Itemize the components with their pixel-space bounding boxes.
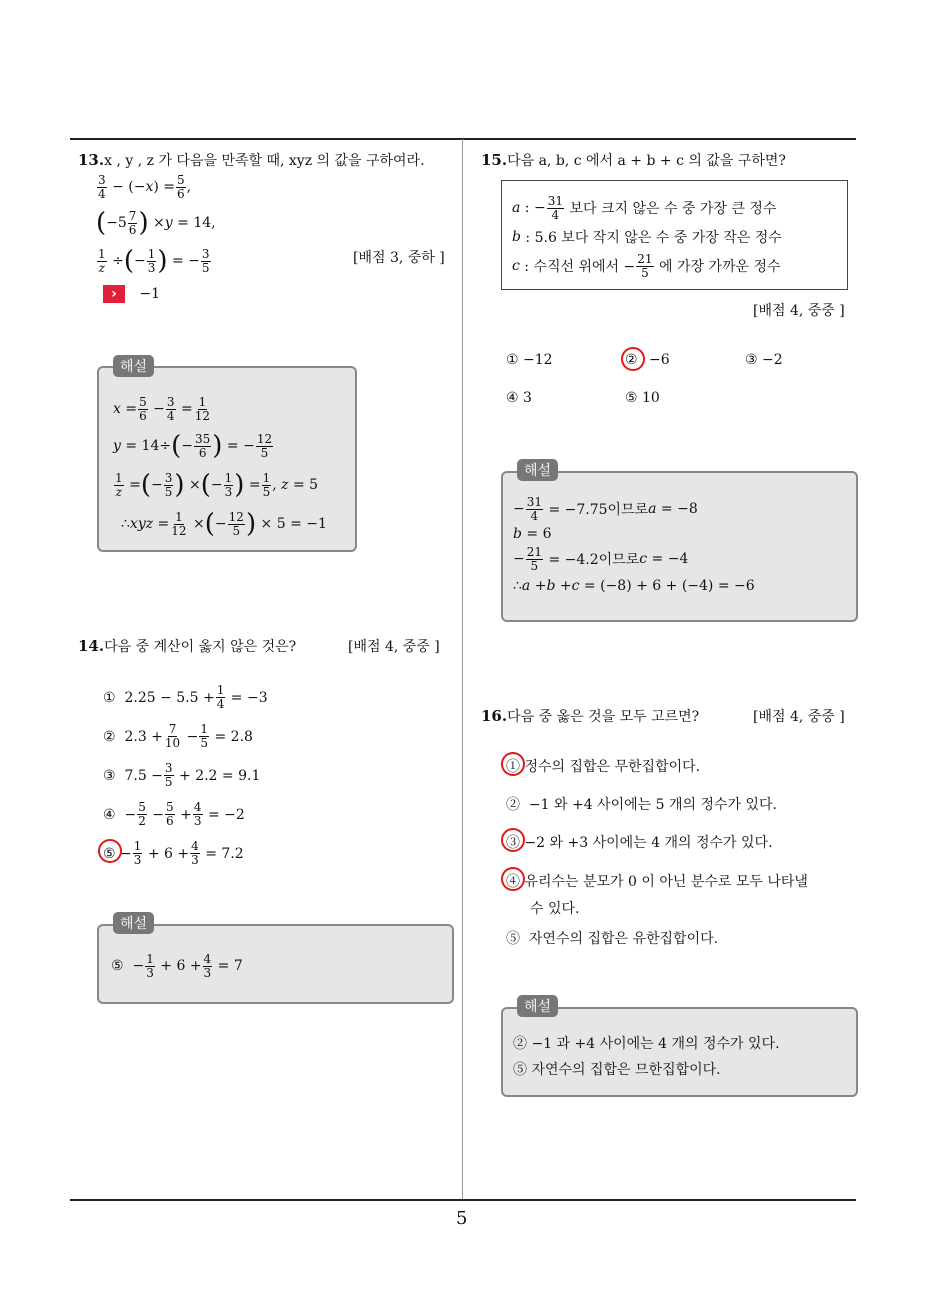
q14-header: [78, 636, 296, 656]
q15-explanation-box: − $\frac{31}{4}$ = −7.75이므로 a = −8 b = 6 − $\frac{21}{5}$ = −4.2이므로 c = −4 ∴ a + b + c = (−8) + 6 + (−4) = −6: [501, 471, 858, 622]
q13-explanation-box: x = $\frac{5}{6}$ − $\frac{3}{4}$ = $\frac{1}{12}$ y = 14÷ ( − $\frac{35}{6}$ ) = − $\frac{12}{5}$ $\frac{1}{z}$ = ( − $\frac{3}{5}$ ) × ( − $\frac{1}{3}$ ) = $\frac{1}{5}$ , z = 5 ∴ xyz = $\frac{1}{12}$ × ( − $\frac{12}{5}$ ) × 5 = −1: [97, 366, 357, 552]
q13-score: [배점 3, 중하 ]: [353, 250, 445, 266]
q15-header: [481, 150, 786, 170]
q14-stem: 다음 중 계산이 옳지 않은 것은?: [104, 639, 297, 655]
q15-score: [배점 4, 중중 ]: [753, 303, 845, 319]
q13-number: 13.: [78, 151, 105, 169]
q14-option-mark: ④: [103, 806, 116, 823]
q14-option-mark: ②: [103, 728, 116, 745]
page-number: 5: [456, 1208, 468, 1229]
q15-definition-box: a : − $\frac{31}{4}$ 보다 크지 않은 수 중 가장 큰 정수 b : 5.6 보다 작지 않은 수 중 가장 작은 정수 c : 수직선 위에서 − $\frac{21}{5}$ 에 가장 가까운 정수: [501, 180, 848, 290]
q13-answer-row: [103, 285, 160, 303]
q15-option-5: ⑤ 10: [625, 390, 660, 406]
q16-explain-line: ② −1 과 +4 사이에는 4 개의 정수가 있다.: [513, 1036, 780, 1052]
q14-number: 14.: [78, 637, 105, 655]
q13-header: [78, 150, 425, 170]
q16-option: ③ −2 와 +3 사이에는 4 개의 정수가 있다.: [506, 835, 773, 851]
q16-option: ⑤ 자연수의 집합은 유한집합이다.: [506, 931, 719, 947]
q13-conditions: $\frac{3}{4}$ − (− x ) = $\frac{5}{6}$ , ( −5 $\frac{7}{6}$ ) × y = 14, $\frac{1}{z}$ ÷ ( − $\frac{1}{3}$ ) = − $\frac{3}{5}$: [96, 172, 216, 276]
q14-option-mark: ①: [103, 689, 116, 706]
q16-option: ② −1 와 +4 사이에는 5 개의 정수가 있다.: [506, 797, 777, 813]
answer-arrow-icon: ›: [103, 285, 125, 303]
q16-option: ④ 유리수는 분모가 0 이 아닌 분수로 모두 나타낼: [506, 874, 808, 890]
q16-explain-line: ⑤ 자연수의 집합은 므한집합이다.: [513, 1062, 721, 1078]
q16-header: [481, 706, 699, 726]
q16-stem: 다음 중 옳은 것을 모두 고르면?: [507, 709, 700, 725]
q16-explain-tag: 해설: [517, 995, 558, 1017]
q15-explain-tag: 해설: [517, 459, 558, 481]
column-divider: [462, 139, 463, 1200]
q15-option-1: ① −12: [506, 352, 553, 368]
q14-options: ① 2.25 − 5.5 + $\frac{1}{4}$ = −3 ② 2.3 + $\frac{7}{10}$ − $\frac{1}{5}$ = 2.8 ③ 7.5 − $\frac{3}{5}$ + 2.2 = 9.1 ④ − $\frac{5}{2}$ − $\frac{5}{6}$ + $\frac{4}{3}$ = −2 ⑤ − $\frac{1}{3}$ + 6 + $\frac{4}{3}$ = 7.2: [103, 683, 268, 867]
q15-number: 15.: [481, 151, 508, 169]
answer-circle-mark: [621, 347, 645, 371]
bottom-rule: [70, 1199, 856, 1201]
q16-option: ① 정수의 집합은 무한집합이다.: [506, 759, 701, 775]
q15-stem: 다음 a, b, c 에서 a + b + c 의 값을 구하면?: [507, 153, 786, 169]
q16-explanation-box: [501, 1007, 858, 1097]
q16-option-continued: 수 있다.: [530, 901, 580, 917]
answer-circle-mark: [98, 839, 122, 863]
q15-option-2-value: −6: [649, 352, 670, 368]
answer-circle-mark: [501, 752, 525, 776]
q15-option-4: ④ 3: [506, 390, 532, 406]
q14-option-mark: ⑤: [103, 845, 116, 862]
q14-score: [배점 4, 중중 ]: [348, 639, 440, 655]
q15-option-2-mark: ②: [625, 352, 638, 368]
q15-option-3: ③ −2: [745, 352, 783, 368]
q16-number: 16.: [481, 707, 508, 725]
answer-circle-mark: [501, 828, 525, 852]
q14-option-mark: ③: [103, 767, 116, 784]
q13-stem: x , y , z 가 다음을 만족할 때, xyz 의 값을 구하여라.: [104, 153, 425, 169]
q13-answer: −1: [139, 286, 161, 302]
q14-explain-tag: 해설: [113, 912, 154, 934]
answer-circle-mark: [501, 867, 525, 891]
top-rule: [70, 138, 856, 140]
q14-explanation-box: ⑤ − $\frac{1}{3}$ + 6 + $\frac{4}{3}$ = 7: [97, 924, 454, 1004]
q16-score: [배점 4, 중중 ]: [753, 709, 845, 725]
q13-explain-tag: 해설: [113, 355, 154, 377]
